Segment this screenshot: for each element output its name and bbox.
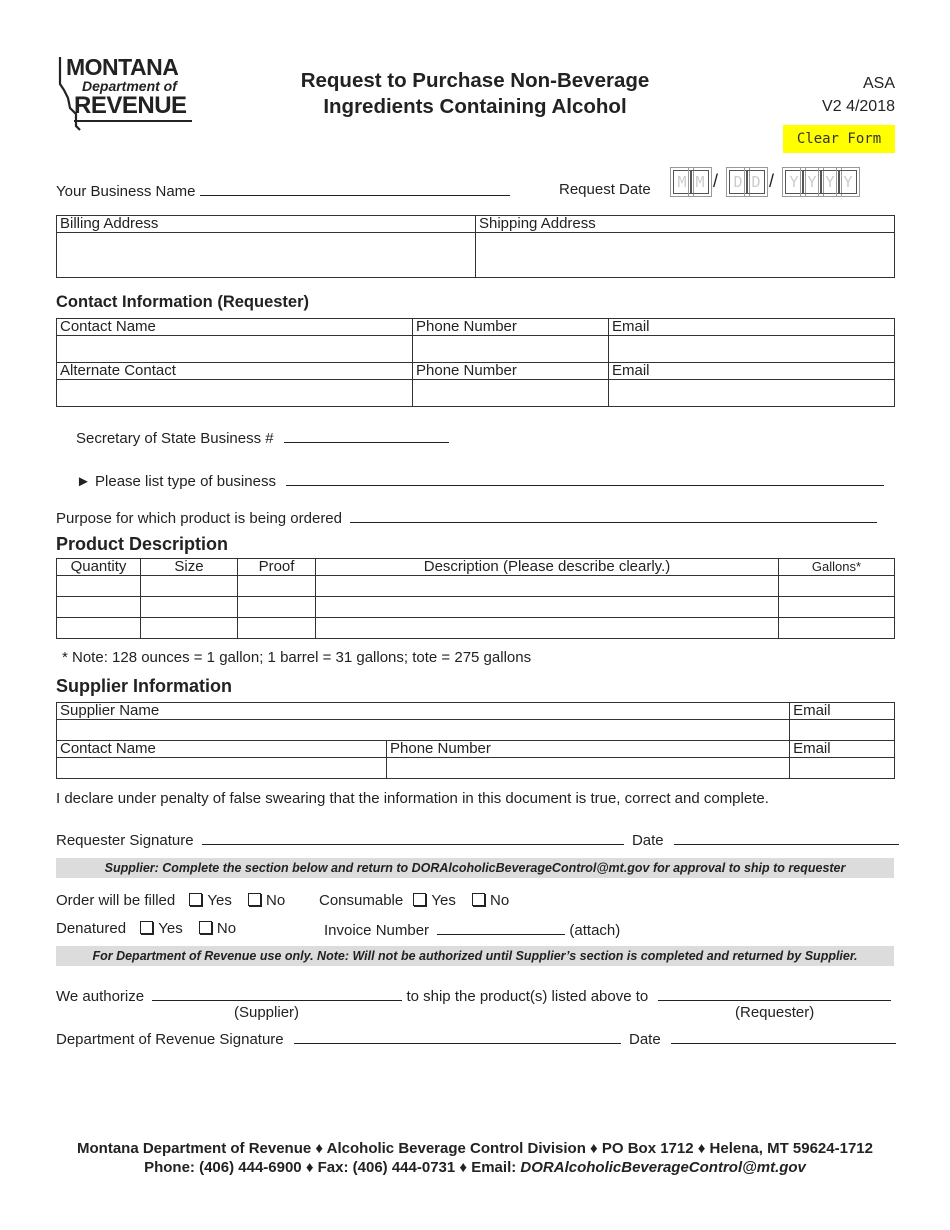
contact-table xyxy=(56,318,895,407)
proof-cell[interactable] xyxy=(238,576,316,597)
checkbox-icon[interactable] xyxy=(413,893,426,906)
gallons-cell[interactable] xyxy=(779,576,895,597)
form-code-block xyxy=(760,72,895,118)
supplier-email-field[interactable] xyxy=(790,720,895,741)
table-row xyxy=(57,618,895,639)
footer-email: DORAlcoholicBeverageControl@mt.gov xyxy=(520,1159,806,1176)
invoice-label: Invoice Number xyxy=(324,922,430,939)
proof-cell[interactable] xyxy=(238,597,316,618)
denatured-yes[interactable] xyxy=(140,920,182,937)
form-version: V2 4/2018 xyxy=(822,98,895,115)
proof-cell[interactable] xyxy=(238,618,316,639)
supplier-instruction-band: Supplier: Complete the section below and return to DORAlcoholicBeverageControl@mt.gov for approval to ship to requester xyxy=(56,858,894,878)
requester-caption: (Requester) xyxy=(735,1004,815,1021)
alternate-contact-field[interactable] xyxy=(57,380,413,407)
business-name-label: Your Business Name xyxy=(56,183,196,200)
no-label: No xyxy=(216,920,237,937)
date-day-1[interactable]: D xyxy=(729,170,747,194)
request-date-label: Request Date xyxy=(559,181,651,198)
montana-dor-logo xyxy=(54,54,194,134)
purpose-row xyxy=(56,508,877,527)
dor-date-label: Date xyxy=(628,1031,661,1048)
supplier-heading: Supplier Information xyxy=(56,676,233,696)
title-line-2: Ingredients Containing Alcohol xyxy=(323,95,627,118)
size-cell[interactable] xyxy=(141,597,238,618)
consumable-yes[interactable] xyxy=(413,892,455,909)
denatured-label: Denatured xyxy=(56,920,127,937)
purpose-label: Purpose for which product is being ordered xyxy=(56,510,342,527)
date-month-2[interactable]: M xyxy=(691,170,709,194)
date-sep-1: / xyxy=(713,171,719,191)
quantity-cell[interactable] xyxy=(57,618,141,639)
supplier-name-label: Supplier Name xyxy=(57,703,790,720)
contact-name-field[interactable] xyxy=(57,336,413,363)
quantity-cell[interactable] xyxy=(57,576,141,597)
supplier-email2-field[interactable] xyxy=(790,758,895,779)
billing-address-field[interactable] xyxy=(57,233,476,278)
dor-signature-field[interactable] xyxy=(294,1029,621,1044)
order-filled-no[interactable] xyxy=(248,892,285,909)
sos-field[interactable] xyxy=(284,428,449,443)
date-sep-2: / xyxy=(769,171,775,191)
title-line-1: Request to Purchase Non-Beverage xyxy=(300,69,650,92)
alternate-contact-label: Alternate Contact xyxy=(57,363,413,380)
checkbox-icon[interactable] xyxy=(189,893,202,906)
requester-date-label: Date xyxy=(631,832,664,849)
requester-signature-field[interactable] xyxy=(202,830,624,845)
description-cell[interactable] xyxy=(316,618,779,639)
shipping-address-label: Shipping Address xyxy=(476,216,895,233)
clear-form-button[interactable]: Clear Form xyxy=(783,125,895,153)
table-row xyxy=(57,576,895,597)
gallons-cell[interactable] xyxy=(779,618,895,639)
col-gallons: Gallons* xyxy=(779,559,895,576)
consumable-label: Consumable xyxy=(319,892,404,909)
contact-phone-field[interactable] xyxy=(413,336,609,363)
date-year-2[interactable]: Y xyxy=(803,170,821,194)
shipping-address-field[interactable] xyxy=(476,233,895,278)
denatured-row xyxy=(56,920,236,937)
form-title xyxy=(250,68,700,120)
size-cell[interactable] xyxy=(141,576,238,597)
order-filled-label: Order will be filled xyxy=(56,892,176,909)
billing-address-label: Billing Address xyxy=(57,216,476,233)
col-description: Description (Please describe clearly.) xyxy=(316,559,779,576)
yes-label: Yes xyxy=(158,920,183,937)
contact-email-label: Email xyxy=(609,319,895,336)
sos-label: Secretary of State Business # xyxy=(76,430,274,447)
authorize-label: We authorize xyxy=(56,988,145,1005)
supplier-table xyxy=(56,702,895,779)
logo-revenue: REVENUE xyxy=(74,92,187,119)
order-filled-yes[interactable] xyxy=(189,892,231,909)
business-type-label: ► Please list type of business xyxy=(76,473,276,490)
authorize-row xyxy=(56,986,891,1005)
dor-date-field[interactable] xyxy=(671,1029,896,1044)
date-year-1[interactable]: Y xyxy=(785,170,803,194)
denatured-no[interactable] xyxy=(199,920,236,937)
ship-label: to ship the product(s) listed above to xyxy=(406,988,649,1005)
conversion-note: * Note: 128 ounces = 1 gallon; 1 barrel = 31 gallons; tote = 275 gallons xyxy=(62,649,532,666)
product-heading: Product Description xyxy=(56,534,229,554)
department-use-band: For Department of Revenue use only. Note: Will not be authorized until Supplier’s section is completed and returned by Supplier. xyxy=(56,946,894,966)
invoice-field[interactable] xyxy=(437,920,565,935)
table-row xyxy=(57,597,895,618)
checkbox-icon[interactable] xyxy=(248,893,261,906)
col-size: Size xyxy=(141,559,238,576)
attach-label: (attach) xyxy=(569,922,621,939)
declaration-text: I declare under penalty of false swearing that the information in this document is true, correct and complete. xyxy=(56,790,769,807)
business-name-field[interactable] xyxy=(200,181,510,196)
gallons-cell[interactable] xyxy=(779,597,895,618)
alternate-email-field[interactable] xyxy=(609,380,895,407)
sos-row xyxy=(76,428,449,447)
authorize-supplier-field[interactable] xyxy=(152,986,402,1001)
no-label: No xyxy=(266,892,286,909)
checkbox-icon[interactable] xyxy=(199,921,212,934)
alternate-email-label: Email xyxy=(609,363,895,380)
consumable-row xyxy=(319,892,509,909)
contact-name-label: Contact Name xyxy=(57,319,413,336)
dor-signature-row xyxy=(56,1029,896,1048)
address-table xyxy=(56,215,895,278)
alternate-phone-field[interactable] xyxy=(413,380,609,407)
supplier-contact-label: Contact Name xyxy=(57,741,387,758)
dor-signature-label: Department of Revenue Signature xyxy=(56,1031,284,1048)
yes-label: Yes xyxy=(431,892,456,909)
contact-phone-label: Phone Number xyxy=(413,319,609,336)
yes-label: Yes xyxy=(207,892,232,909)
date-year-3[interactable]: Y xyxy=(821,170,839,194)
invoice-row xyxy=(324,920,620,939)
logo-montana: MONTANA xyxy=(66,54,179,80)
form-code: ASA xyxy=(862,75,895,92)
business-type-row xyxy=(76,471,884,490)
col-quantity: Quantity xyxy=(57,559,141,576)
size-cell[interactable] xyxy=(141,618,238,639)
contact-heading: Contact Information (Requester) xyxy=(56,293,310,311)
supplier-phone-label: Phone Number xyxy=(387,741,790,758)
date-year-4[interactable]: Y xyxy=(839,170,857,194)
supplier-contact-field[interactable] xyxy=(57,758,387,779)
business-type-field[interactable] xyxy=(286,471,884,486)
logo-underline xyxy=(74,120,192,122)
supplier-phone-field[interactable] xyxy=(387,758,790,779)
quantity-cell[interactable] xyxy=(57,597,141,618)
product-table xyxy=(56,558,895,639)
supplier-email2-label: Email xyxy=(790,741,895,758)
requester-signature-row xyxy=(56,830,899,849)
authorize-requester-field[interactable] xyxy=(658,986,891,1001)
col-proof: Proof xyxy=(238,559,316,576)
no-label: No xyxy=(490,892,510,909)
requester-signature-label: Requester Signature xyxy=(56,832,194,849)
alternate-phone-label: Phone Number xyxy=(413,363,609,380)
description-cell[interactable] xyxy=(316,597,779,618)
checkbox-icon[interactable] xyxy=(472,893,485,906)
order-filled-row xyxy=(56,892,285,909)
business-name-row xyxy=(56,181,510,200)
supplier-email-label: Email xyxy=(790,703,895,720)
contact-email-field[interactable] xyxy=(609,336,895,363)
checkbox-icon[interactable] xyxy=(140,921,153,934)
purpose-field[interactable] xyxy=(350,508,877,523)
description-cell[interactable] xyxy=(316,576,779,597)
logo-department-of: Department of xyxy=(82,78,177,94)
supplier-caption: (Supplier) xyxy=(234,1004,300,1021)
footer xyxy=(0,1139,950,1177)
consumable-no[interactable] xyxy=(472,892,509,909)
supplier-name-field[interactable] xyxy=(57,720,790,741)
footer-address: Montana Department of Revenue ♦ Alcoholic Beverage Control Division ♦ PO Box 1712 ♦ Helena, MT 59624-1712 xyxy=(77,1140,873,1157)
date-day-2[interactable]: D xyxy=(747,170,765,194)
footer-contact xyxy=(0,1158,950,1177)
requester-date-field[interactable] xyxy=(674,830,899,845)
footer-phone-fax: Phone: (406) 444-6900 ♦ Fax: (406) 444-0731 ♦ Email: xyxy=(144,1159,521,1176)
date-month-1[interactable]: M xyxy=(673,170,691,194)
